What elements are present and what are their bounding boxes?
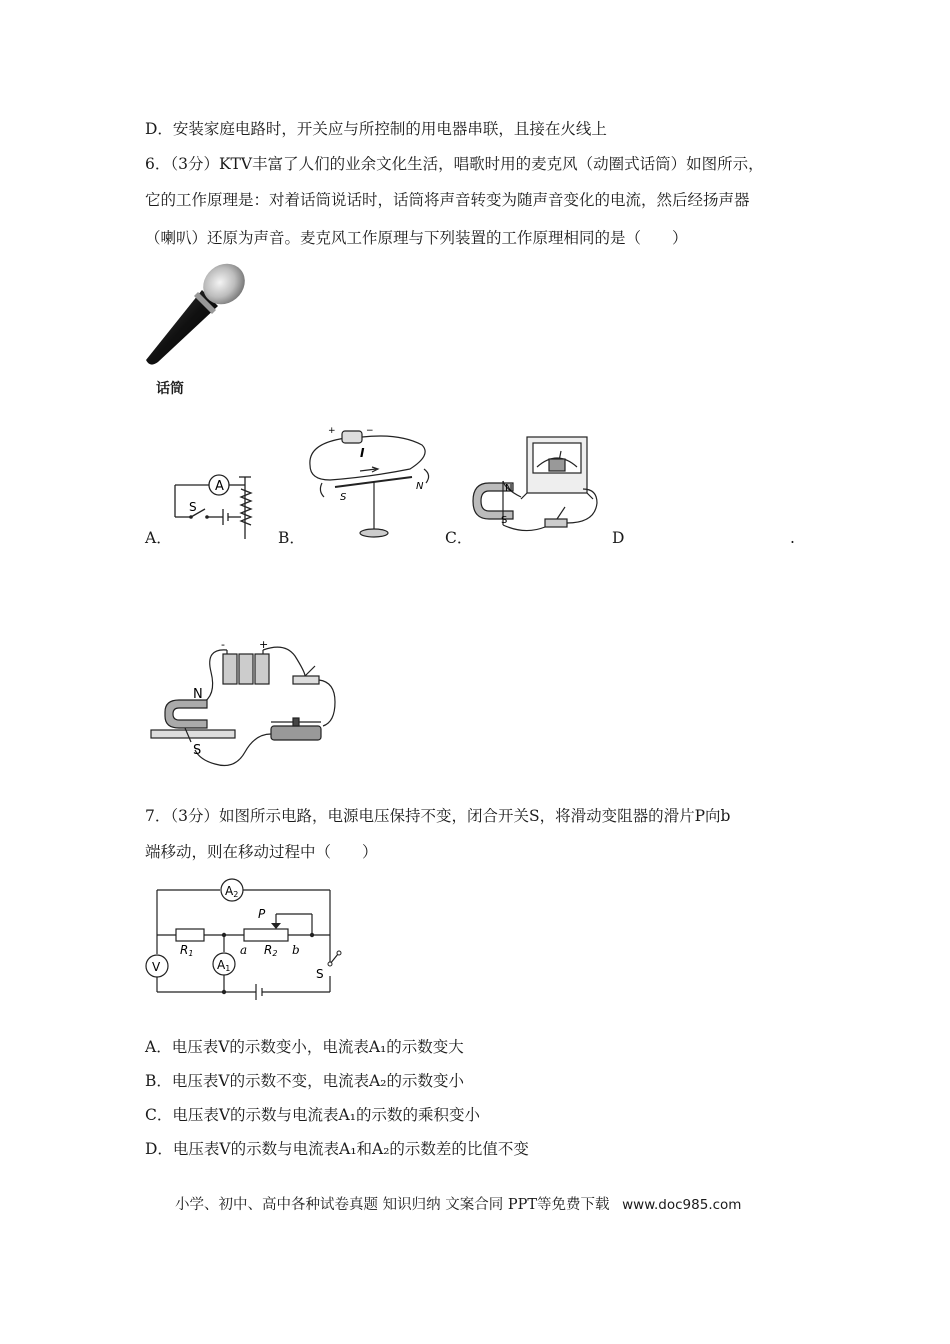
q7-a2-label: A (225, 884, 234, 898)
fig-d-north: N (193, 687, 203, 702)
q7-option-d: D．电压表V的示数与电流表A₁和A₂的示数差的比值不变 (145, 1140, 529, 1158)
q7-a-label: a (240, 943, 248, 957)
fig-b-plus: + (328, 426, 336, 436)
q7-a1-label: A (217, 958, 226, 972)
q7-r2-label: R (264, 943, 273, 957)
q7-a2-sub: 2 (233, 890, 239, 899)
q7-b-label: b (292, 943, 300, 957)
q7-r2-sub: 2 (272, 949, 278, 958)
q6-option-b-label: B． (278, 529, 305, 547)
q7-p-label: P (258, 907, 266, 921)
q7-r1-label: R (180, 943, 189, 957)
fig-d-plus: + (259, 638, 269, 651)
fig-d-minus: - (221, 638, 225, 651)
fig-a-ammeter-label: A (215, 479, 224, 494)
fig-b-north: N (416, 481, 424, 492)
fig-d-south: S (193, 743, 202, 758)
q6-stem-line-3: （喇叭）还原为声音。麦克风工作原理与下列装置的工作原理相同的是（ ） (145, 229, 688, 247)
fig-b-south: S (340, 492, 347, 503)
q5-option-d: D．安装家庭电路时，开关应与所控制的用电器串联，且接在火线上 (145, 120, 607, 138)
figure-d-motor-circuit (145, 638, 345, 772)
q7-v-label: V (152, 960, 161, 974)
fig-c-south: S (501, 515, 508, 526)
q7-option-c: C．电压表V的示数与电流表A₁的示数的乘积变小 (145, 1106, 480, 1124)
fig-b-current: I (360, 446, 365, 460)
q6-option-d-label: D (612, 529, 625, 547)
figure-a-electromagnet (165, 465, 275, 545)
q7-stem-line-2: 端移动，则在移动过程中（ ） (145, 843, 378, 861)
svg-text:A1 (217, 958, 230, 973)
microphone-image (140, 260, 250, 370)
figure-b-oersted (300, 425, 440, 545)
q7-option-b: B．电压表V的示数不变，电流表A₂的示数变小 (145, 1072, 464, 1090)
q6-option-d-period: . (790, 529, 795, 547)
fig-c-north: N (505, 483, 513, 494)
q7-option-a: A．电压表V的示数变小，电流表A₁的示数变大 (145, 1038, 464, 1056)
q7-r1-sub: 1 (188, 949, 194, 958)
q7-a1-sub: 1 (225, 964, 231, 973)
footer (175, 1193, 741, 1214)
q6-stem-line-1: 6．（3分）KTV丰富了人们的业余文化生活，唱歌时用的麦克风（动圈式话筒）如图所示， (145, 155, 764, 173)
q6-stem-line-2: 它的工作原理是：对着话筒说话时，话筒将声音转变为随声音变化的电流，然后经扬声器 (145, 191, 750, 209)
q7-stem-line-1: 7．（3分）如图所示电路，电源电压保持不变，闭合开关S，将滑动变阻器的滑片P向b (145, 807, 731, 825)
svg-text:R1 (180, 943, 193, 958)
q6-option-a-label: A． (145, 529, 172, 547)
footer-url[interactable]: www.doc985.com (622, 1197, 742, 1213)
q7-circuit-diagram (140, 878, 360, 1003)
figure-c-galvanometer (465, 433, 605, 543)
q7-s-label: S (316, 967, 324, 981)
svg-text:A2 (225, 884, 238, 899)
mic-caption: 话筒 (156, 381, 184, 397)
footer-text: 小学、初中、高中各种试卷真题 知识归纳 文案合同 PPT等免费下载 (175, 1197, 610, 1213)
fig-a-switch-label: S (189, 500, 197, 514)
svg-text:R2 (264, 943, 277, 958)
q6-option-c-label: C． (445, 529, 473, 547)
fig-b-minus: − (366, 426, 374, 436)
